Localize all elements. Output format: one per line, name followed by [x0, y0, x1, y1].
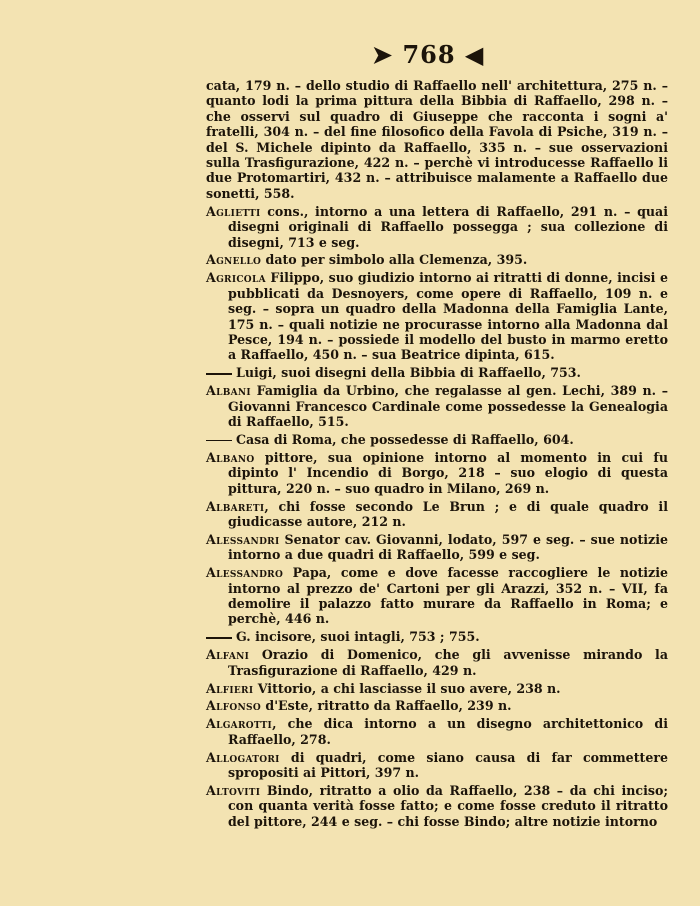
index-entry [206, 681, 668, 696]
ditto-dash [206, 637, 232, 639]
entry-text: di quadri, come siano causa di far commettere spropositi ai Pittori, 397 n. [228, 749, 668, 781]
page-number: ➤ 768 ◀ [372, 40, 485, 69]
entry-text: , che dica intorno a un disegno architettonico di Raffaello, 278. [228, 716, 668, 747]
index-entry [206, 252, 668, 267]
entry-headword: Alfonso [206, 698, 261, 714]
index-entry [206, 750, 668, 781]
entry-text: Casa di Roma, che possedesse di Raffaello, 604. [236, 431, 574, 447]
index-entry [206, 270, 668, 362]
entry-text: cata, 179 n. – dello studio di Raffaello nell' architettura, 275 n. – quanto lodi la prima pittura della Bibbia di Raffaello, 298 n. – che osservi sul quadro di Giuseppe che racconta i sogni a' fratelli, 304 n. – del fine filosofico della Favola di Psiche, 319 n. – del S. Michele dipinto da Raffaello, 335 n. – sue osservazioni sulla Trasfigurazione, 422 n. – perchè vi introducesse Raffaello li due Protomartiri, 432 n. – attribuisce malamente a Raffaello due sonetti, 558. [206, 78, 668, 201]
entry-text: pittore, sua opinione intorno al momento in cui fu dipinto l' Incendio di Borgo, 218 – suo elogio di questa pittura, 220 n. – suo quadro in Milano, 269 n. [228, 449, 668, 496]
entry-text: , chi fosse secondo Le Brun ; e di quale quadro il giudicasse autore, 212 n. [228, 498, 668, 529]
entry-text: dato per simbolo alla Clemenza, 395. [261, 252, 528, 268]
entry-headword: Albani [206, 383, 251, 399]
entry-headword: Alfieri [206, 680, 254, 696]
index-text [206, 78, 668, 832]
ditto-dash [206, 373, 232, 375]
index-entry [206, 383, 668, 429]
entry-headword: Albano [206, 449, 255, 465]
index-entry [206, 647, 668, 678]
index-entry [206, 629, 668, 644]
index-entry [206, 532, 668, 563]
entry-text: Luigi, suoi disegni della Bibbia di Raffaello, 753. [236, 365, 581, 381]
entry-text: d'Este, ritratto da Raffaello, 239 n. [261, 698, 512, 714]
entry-text: Filippo, suo giudizio intorno ai ritratti di donne, incisi e pubblicati da Desnoyers, come opere di Raffaello, 109 n. e seg. – sopra un quadro della Madonna della Famiglia Lante, 175 n. – quali notizie ne procurasse intorno alla Madonna dal Pesce, 194 n. – possiede il modello del busto in marmo eretto a Raffaello, 450 n. – sua Beatrice dipinta, 615. [228, 270, 668, 363]
index-entry [206, 499, 668, 530]
entry-headword: Algarotti [206, 716, 273, 732]
index-entry [206, 698, 668, 713]
index-entry [206, 432, 668, 447]
entry-headword: Alfani [206, 647, 250, 663]
entry-text: Papa, come e dove facesse raccogliere le notizie intorno al prezzo de' Cartoni per gli Arazzi, 352 n. – VII, fa demolire il palazzo fatto murare da Raffaello in Roma; e perchè, 446 n. [228, 565, 668, 627]
entry-headword: Albareti [206, 498, 265, 514]
entry-headword: Aglietti [206, 203, 261, 219]
entry-text: cons., intorno a una lettera di Raffaello, 291 n. – quai disegni originali di Raffaello possegga ; sua collezione di disegni, 713 e seg. [228, 203, 668, 250]
entry-headword: Alessandro [206, 565, 284, 581]
entry-text: Famiglia da Urbino, che regalasse al gen. Lechi, 389 n. – Giovanni Francesco Cardinale come possedesse la Genealogia di Raffaello, 515. [228, 383, 668, 430]
index-entry [206, 78, 668, 201]
entry-headword: Agnello [206, 252, 262, 268]
entry-text: Vittorio, a chi lasciasse il suo avere, 238 n. [253, 680, 561, 696]
entry-headword: Agricola [206, 270, 266, 286]
entry-headword: Alessandri [206, 531, 280, 547]
index-entry [206, 365, 668, 380]
index-entry [206, 783, 668, 829]
entry-headword: Altoviti [206, 782, 261, 798]
index-entry [206, 716, 668, 747]
ditto-dash [206, 440, 232, 442]
entry-text: Orazio di Domenico, che gli avvenisse mirando la Trasfigurazione di Raffaello, 429 n. [228, 647, 668, 678]
entry-text: Senator cav. Giovanni, lodato, 597 e seg. – sue notizie intorno a due quadri di Raffaello, 599 e seg. [228, 531, 668, 563]
entry-headword: Allogatori [206, 749, 280, 765]
index-entry [206, 204, 668, 250]
entry-text: Bindo, ritratto a olio da Raffaello, 238 – da chi inciso; con quanta verità fosse fatto; e come fosse creduto il ritratto del pittore, 244 e seg. – chi fosse Bindo; altre notizie intorno [228, 782, 668, 829]
entry-text: G. incisore, suoi intagli, 753 ; 755. [236, 629, 480, 645]
index-entry [206, 565, 668, 627]
index-entry [206, 450, 668, 496]
